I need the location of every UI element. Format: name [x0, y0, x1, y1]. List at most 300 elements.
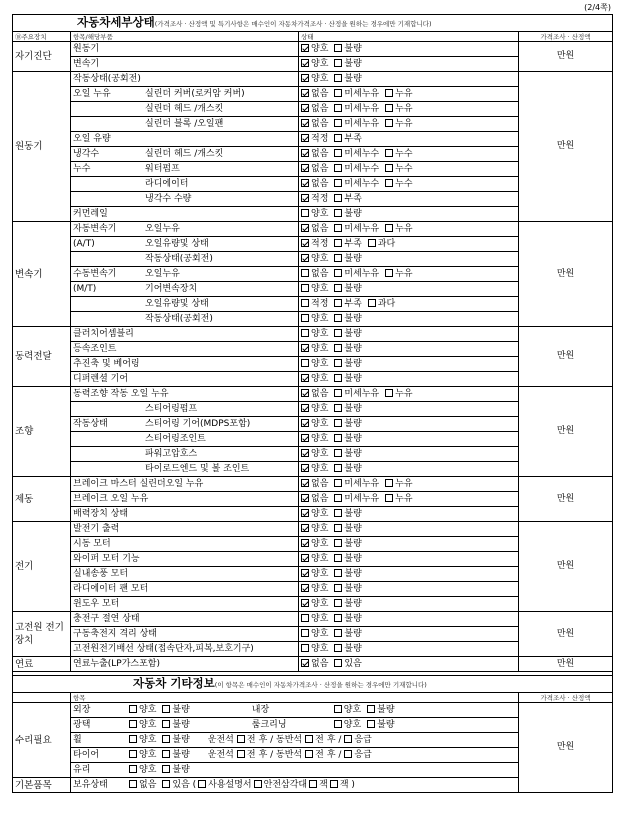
- checkbox[interactable]: [305, 735, 313, 743]
- checked-checkbox[interactable]: [301, 524, 309, 532]
- price-cell[interactable]: 만원: [519, 477, 613, 522]
- status-option: [301, 448, 328, 461]
- row-status: [299, 402, 519, 417]
- option-label: 적정: [311, 238, 329, 249]
- row-status: [299, 522, 519, 537]
- row-status: [299, 162, 519, 177]
- option-label: 불량: [344, 568, 362, 579]
- option-label: 양호: [139, 719, 157, 730]
- option-label: 미세누수: [344, 178, 380, 189]
- option-label: 불량: [344, 598, 362, 609]
- status-option: [385, 88, 412, 101]
- status-option: [334, 283, 361, 296]
- checkbox[interactable]: [334, 509, 342, 517]
- checkbox[interactable]: [129, 720, 137, 728]
- status-option: [162, 719, 189, 732]
- checkbox[interactable]: [334, 104, 342, 112]
- status-option: [301, 223, 328, 236]
- checkbox[interactable]: [334, 464, 342, 472]
- checkbox[interactable]: [162, 750, 170, 758]
- checkbox[interactable]: [334, 419, 342, 427]
- price-cell[interactable]: 만원: [519, 612, 613, 657]
- option-label: 전: [315, 734, 324, 745]
- option-label: 미세누유: [344, 493, 380, 504]
- checked-checkbox[interactable]: [301, 119, 309, 127]
- status-option: [301, 373, 328, 386]
- row-item: [71, 87, 299, 102]
- status-option: [301, 613, 328, 626]
- checked-checkbox[interactable]: [301, 584, 309, 592]
- checked-checkbox[interactable]: [301, 374, 309, 382]
- checkbox[interactable]: [162, 720, 170, 728]
- option-label: 불량: [172, 704, 190, 715]
- checkbox[interactable]: [334, 59, 342, 67]
- checkbox[interactable]: [334, 344, 342, 352]
- checkbox[interactable]: [334, 705, 342, 713]
- option-label: 불량: [344, 583, 362, 594]
- price-cell[interactable]: 만원: [519, 522, 613, 612]
- price-cell[interactable]: 만원: [519, 72, 613, 222]
- option-label: 양호: [311, 373, 329, 384]
- page-number: (2/4쪽): [584, 3, 611, 12]
- row-item-label: 냉각수 수량: [145, 193, 192, 204]
- checkbox[interactable]: [334, 659, 342, 667]
- checked-checkbox[interactable]: [301, 104, 309, 112]
- status-option: [301, 328, 328, 341]
- checkbox[interactable]: [334, 209, 342, 217]
- row-subgroup: 작동상태: [73, 418, 108, 429]
- checkbox[interactable]: [334, 89, 342, 97]
- row-item: [71, 252, 299, 267]
- status-option: [301, 43, 328, 56]
- checkbox[interactable]: [334, 74, 342, 82]
- status-option: [334, 523, 361, 536]
- checked-checkbox[interactable]: [301, 149, 309, 157]
- checkbox[interactable]: [301, 614, 309, 622]
- checked-checkbox[interactable]: [301, 404, 309, 412]
- checkbox[interactable]: [254, 780, 262, 788]
- row-status: [299, 297, 519, 312]
- status-option: [237, 734, 256, 747]
- status-option: [385, 493, 412, 506]
- checked-checkbox[interactable]: [301, 74, 309, 82]
- checkbox[interactable]: [305, 750, 313, 758]
- row-status: [299, 537, 519, 552]
- status-option: [368, 298, 395, 311]
- checked-checkbox[interactable]: [301, 659, 309, 667]
- row-status: [299, 447, 519, 462]
- detail-row: [13, 387, 613, 402]
- status-option: [334, 73, 361, 86]
- price-cell[interactable]: 만원: [519, 387, 613, 477]
- checkbox[interactable]: [301, 209, 309, 217]
- row-subgroup: 수동변속기: [73, 268, 117, 279]
- option-label: 불량: [344, 253, 362, 264]
- option-label: 양호: [311, 643, 329, 654]
- price-cell[interactable]: 만원: [519, 657, 613, 672]
- checkbox[interactable]: [237, 750, 245, 758]
- option-label: 불량: [344, 208, 362, 219]
- checkbox[interactable]: [129, 765, 137, 773]
- checkbox[interactable]: [385, 179, 393, 187]
- option-label: 없음: [311, 178, 329, 189]
- row-item-label: 실린더 블록 /오일팬: [145, 118, 224, 129]
- checkbox[interactable]: [198, 780, 206, 788]
- price-cell[interactable]: 만원: [519, 42, 613, 72]
- row-item-label: 오일 유량: [73, 133, 111, 144]
- checkbox[interactable]: [301, 314, 309, 322]
- checkbox[interactable]: [162, 780, 170, 788]
- status-option: [330, 779, 355, 792]
- checkbox[interactable]: [162, 705, 170, 713]
- checked-checkbox[interactable]: [301, 599, 309, 607]
- checked-checkbox[interactable]: [301, 179, 309, 187]
- checkbox[interactable]: [385, 224, 393, 232]
- device-group: 전기: [13, 522, 71, 612]
- basic-content: [71, 778, 519, 793]
- status-option: [334, 658, 361, 671]
- checkbox[interactable]: [385, 494, 393, 502]
- status-option: [334, 613, 361, 626]
- option-label: 누수: [395, 163, 413, 174]
- option-label: 불량: [172, 749, 190, 760]
- row-status: [299, 417, 519, 432]
- detail-row: [13, 222, 613, 237]
- status-option: [385, 388, 412, 401]
- status-option: [334, 88, 379, 101]
- checkbox[interactable]: [301, 359, 309, 367]
- option-label: 사용설명서: [208, 779, 252, 790]
- checked-checkbox[interactable]: [301, 44, 309, 52]
- row-item-label: 스티어링조인트: [145, 433, 206, 444]
- status-option: [129, 779, 156, 792]
- other-price-cell[interactable]: 만원: [519, 703, 613, 793]
- checkbox[interactable]: [334, 254, 342, 262]
- option-label: 양호: [311, 628, 329, 639]
- status-option: [334, 643, 361, 656]
- status-option: [129, 719, 156, 732]
- option-label: 불량: [344, 418, 362, 429]
- option-label: 불량: [377, 704, 395, 715]
- status-option: [334, 704, 361, 717]
- checked-checkbox[interactable]: [301, 554, 309, 562]
- option-label: 양호: [311, 433, 329, 444]
- row-item: [71, 477, 299, 492]
- row-item-label: 스티어링펌프: [145, 403, 198, 414]
- checkbox[interactable]: [334, 614, 342, 622]
- row-item-label: 배력장치 상태: [73, 508, 129, 519]
- checkbox[interactable]: [162, 765, 170, 773]
- status-option: [162, 749, 189, 762]
- option-label: 누유: [395, 103, 413, 114]
- checkbox[interactable]: [334, 494, 342, 502]
- checkbox[interactable]: [301, 299, 309, 307]
- checkbox[interactable]: [334, 404, 342, 412]
- option-label: 양호: [139, 704, 157, 715]
- row-item: [71, 402, 299, 417]
- option-label: 불량: [344, 538, 362, 549]
- option-label: 없음: [311, 118, 329, 129]
- repair-content: [71, 703, 519, 718]
- row-item-label: 브레이크 오일 누유: [73, 493, 149, 504]
- row-item: [71, 447, 299, 462]
- option-label: 없음: [311, 103, 329, 114]
- checkbox[interactable]: [334, 449, 342, 457]
- device-group: 고전원 전기장치: [13, 612, 71, 657]
- status-option: [385, 103, 412, 116]
- status-option: [301, 463, 328, 476]
- checkbox[interactable]: [344, 750, 352, 758]
- checkbox[interactable]: [334, 149, 342, 157]
- option-label: 불량: [344, 643, 362, 654]
- status-option: [334, 223, 379, 236]
- checkbox[interactable]: [385, 164, 393, 172]
- checkbox[interactable]: [385, 104, 393, 112]
- checkbox[interactable]: [334, 269, 342, 277]
- status-option: [301, 193, 328, 206]
- option-label: 불량: [344, 58, 362, 69]
- row-subgroup: 자동변속기: [73, 223, 117, 234]
- row-status: [299, 282, 519, 297]
- option-label: 잭 ): [339, 779, 355, 790]
- checkbox[interactable]: [344, 735, 352, 743]
- status-option: [385, 478, 412, 491]
- option-label: 불량: [172, 719, 190, 730]
- option-label: 불량: [344, 463, 362, 474]
- checkbox[interactable]: [334, 299, 342, 307]
- checkbox[interactable]: [334, 284, 342, 292]
- option-label: 양호: [311, 253, 329, 264]
- status-option: [334, 43, 361, 56]
- checkbox[interactable]: [334, 134, 342, 142]
- checkbox[interactable]: [129, 750, 137, 758]
- checkbox[interactable]: [334, 314, 342, 322]
- status-option: [334, 358, 361, 371]
- row-item-label: 연료누출(LP가스포함): [73, 658, 161, 669]
- row-status: [299, 657, 519, 672]
- checkbox[interactable]: [330, 780, 338, 788]
- option-label: 없음: [311, 148, 329, 159]
- checked-checkbox[interactable]: [301, 389, 309, 397]
- checked-checkbox[interactable]: [301, 59, 309, 67]
- device-group: 조향: [13, 387, 71, 477]
- option-label: 불량: [377, 719, 395, 730]
- checkbox[interactable]: [367, 705, 375, 713]
- checkbox[interactable]: [334, 599, 342, 607]
- checkbox[interactable]: [301, 629, 309, 637]
- checkbox[interactable]: [334, 374, 342, 382]
- row-item-label: 추진축 및 베어링: [73, 358, 140, 369]
- row-item-label: 스티어링 기어(MDPS포함): [145, 418, 251, 429]
- checkbox[interactable]: [129, 780, 137, 788]
- row-item: [71, 57, 299, 72]
- checkbox[interactable]: [368, 299, 376, 307]
- checked-checkbox[interactable]: [301, 254, 309, 262]
- status-option: [334, 373, 361, 386]
- status-option: [334, 328, 361, 341]
- checkbox[interactable]: [334, 194, 342, 202]
- row-status: [299, 552, 519, 567]
- checkbox[interactable]: [334, 584, 342, 592]
- detail-row: [13, 72, 613, 87]
- checkbox[interactable]: [129, 705, 137, 713]
- checkbox[interactable]: [162, 735, 170, 743]
- checkbox[interactable]: [385, 389, 393, 397]
- row-item-label: 기어변속장치: [145, 283, 198, 294]
- row-status: [299, 387, 519, 402]
- option-label: 부족: [344, 238, 362, 249]
- checkbox[interactable]: [334, 479, 342, 487]
- checkbox[interactable]: [334, 524, 342, 532]
- other-header-price: 가격조사 · 산정액: [519, 693, 613, 703]
- inspection-form: [12, 14, 613, 793]
- checked-checkbox[interactable]: [301, 434, 309, 442]
- price-cell[interactable]: 만원: [519, 327, 613, 387]
- header-status: 상태: [299, 32, 519, 42]
- option-label: 적정: [311, 133, 329, 144]
- checkbox[interactable]: [301, 269, 309, 277]
- row-item: [71, 492, 299, 507]
- option-label: 누수: [395, 178, 413, 189]
- status-option: [301, 553, 328, 566]
- checkbox[interactable]: [368, 239, 376, 247]
- checkbox[interactable]: [334, 539, 342, 547]
- checkbox[interactable]: [301, 284, 309, 292]
- option-label: 누유: [395, 118, 413, 129]
- checked-checkbox[interactable]: [301, 164, 309, 172]
- row-item-label: 발전기 출력: [73, 523, 120, 534]
- option-label: 부족: [344, 298, 362, 309]
- status-option: [301, 133, 328, 146]
- checkbox[interactable]: [334, 720, 342, 728]
- option-label: 양호: [311, 538, 329, 549]
- row-item-label: 파워고압호스: [145, 448, 198, 459]
- row-item-label: 커먼레일: [73, 208, 108, 219]
- row-status: [299, 177, 519, 192]
- option-label: 양호: [311, 553, 329, 564]
- option-label: 양호: [311, 343, 329, 354]
- checkbox[interactable]: [334, 389, 342, 397]
- option-label: 불량: [344, 508, 362, 519]
- checkbox[interactable]: [385, 269, 393, 277]
- row-item-label: 타이로드엔드 및 볼 조인트: [145, 463, 250, 474]
- checkbox[interactable]: [334, 644, 342, 652]
- status-option: [334, 58, 361, 71]
- checked-checkbox[interactable]: [301, 419, 309, 427]
- option-label: 부족: [344, 133, 362, 144]
- status-option: [301, 163, 328, 176]
- checkbox[interactable]: [334, 359, 342, 367]
- option-label: 미세누유: [344, 103, 380, 114]
- checkbox[interactable]: [334, 164, 342, 172]
- checked-checkbox[interactable]: [301, 194, 309, 202]
- checked-checkbox[interactable]: [301, 344, 309, 352]
- checkbox[interactable]: [385, 149, 393, 157]
- checked-checkbox[interactable]: [301, 134, 309, 142]
- row-status: [299, 207, 519, 222]
- checkbox[interactable]: [334, 119, 342, 127]
- repair-content: [71, 733, 519, 748]
- checkbox[interactable]: [129, 735, 137, 743]
- repair-label: 수리필요: [13, 703, 71, 778]
- checked-checkbox[interactable]: [301, 539, 309, 547]
- row-item-label: 충전구 절연 상태: [73, 613, 140, 624]
- option-label: 불량: [344, 553, 362, 564]
- checkbox[interactable]: [334, 329, 342, 337]
- status-option: [301, 388, 328, 401]
- checkbox[interactable]: [301, 329, 309, 337]
- checkbox[interactable]: [309, 780, 317, 788]
- other-title-row: [13, 676, 613, 693]
- checkbox[interactable]: [334, 239, 342, 247]
- row-subgroup: 누수: [73, 163, 91, 174]
- status-option: [334, 178, 379, 191]
- row-status: [299, 87, 519, 102]
- option-label: 전: [315, 749, 324, 760]
- row-status: [299, 42, 519, 57]
- checkbox[interactable]: [334, 629, 342, 637]
- status-option: [334, 118, 379, 131]
- row-status: [299, 102, 519, 117]
- checkbox[interactable]: [334, 569, 342, 577]
- checked-checkbox[interactable]: [301, 569, 309, 577]
- other-header-blank: [13, 693, 71, 703]
- option-label: 없음: [139, 779, 157, 790]
- device-group: 제동: [13, 477, 71, 522]
- checked-checkbox[interactable]: [301, 479, 309, 487]
- checked-checkbox[interactable]: [301, 494, 309, 502]
- checkbox[interactable]: [334, 179, 342, 187]
- option-label: 미세누유: [344, 478, 380, 489]
- status-option: [305, 749, 324, 762]
- checkbox[interactable]: [334, 434, 342, 442]
- option-label: 불량: [344, 433, 362, 444]
- checked-checkbox[interactable]: [301, 509, 309, 517]
- price-cell[interactable]: 만원: [519, 222, 613, 327]
- option-label: 미세누유: [344, 118, 380, 129]
- status-option: [129, 749, 156, 762]
- option-label: 전: [246, 734, 256, 745]
- status-option: [385, 268, 412, 281]
- repair-item-name: 외장: [73, 704, 91, 715]
- status-option: [301, 88, 328, 101]
- checkbox[interactable]: [367, 720, 375, 728]
- status-option: [301, 508, 328, 521]
- status-option: [334, 343, 361, 356]
- checkbox[interactable]: [237, 735, 245, 743]
- checkbox[interactable]: [385, 479, 393, 487]
- status-option: [334, 508, 361, 521]
- checkbox[interactable]: [334, 44, 342, 52]
- status-option: [334, 719, 361, 732]
- row-item: [71, 522, 299, 537]
- checkbox[interactable]: [334, 224, 342, 232]
- row-status: [299, 237, 519, 252]
- status-option: [301, 268, 328, 281]
- checked-checkbox[interactable]: [301, 239, 309, 247]
- status-option: [162, 764, 189, 777]
- checked-checkbox[interactable]: [301, 224, 309, 232]
- checked-checkbox[interactable]: [301, 89, 309, 97]
- checkbox[interactable]: [385, 89, 393, 97]
- checked-checkbox[interactable]: [301, 449, 309, 457]
- option-label: 양호: [311, 583, 329, 594]
- checked-checkbox[interactable]: [301, 464, 309, 472]
- checkbox[interactable]: [301, 644, 309, 652]
- checkbox[interactable]: [385, 119, 393, 127]
- status-option: [309, 779, 328, 792]
- checkbox[interactable]: [334, 554, 342, 562]
